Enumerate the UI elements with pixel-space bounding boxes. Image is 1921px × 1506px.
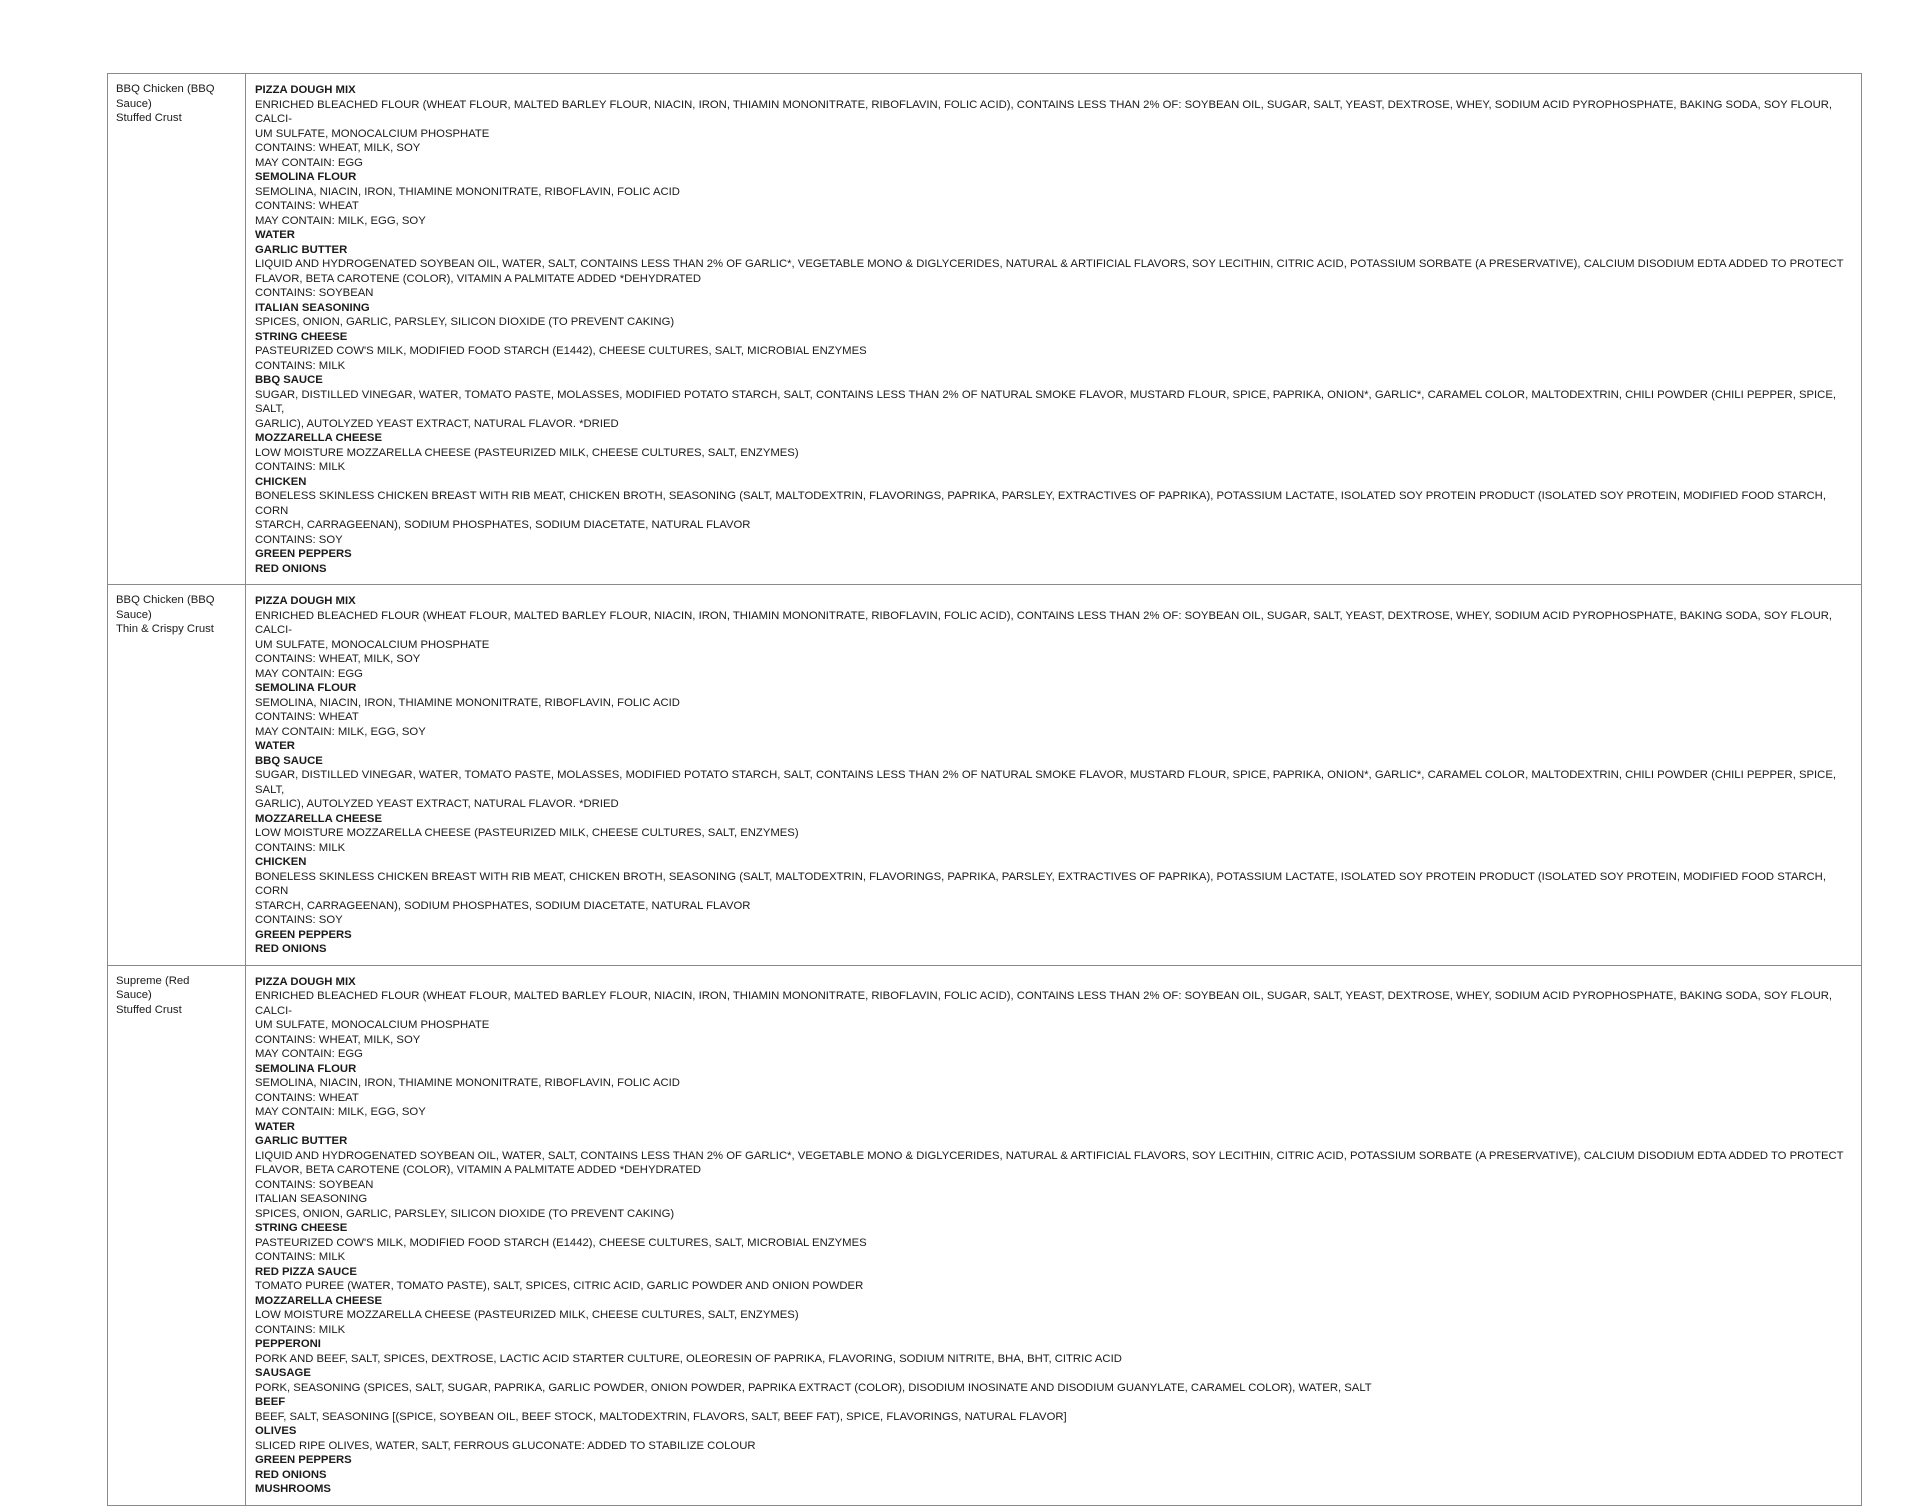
ingredient-name: RED ONIONS (255, 943, 327, 955)
table-row (108, 965, 1862, 1505)
product-name-line: Supreme (Red (116, 974, 190, 987)
ingredient-detail-line: LOW MOISTURE MOZZARELLA CHEESE (PASTEURIZED MILK, CHEESE CULTURES, SALT, ENZYMES) (255, 1309, 799, 1321)
ingredient-detail-line: CONTAINS: MILK (255, 461, 346, 473)
ingredient-detail-line: MAY CONTAIN: EGG (255, 667, 363, 680)
ingredient-name: GARLIC BUTTER (255, 1135, 348, 1147)
table-row (108, 74, 1862, 585)
ingredient-detail-line: CONTAINS: WHEAT (255, 1091, 359, 1104)
product-name-line: Stuffed Crust (116, 112, 182, 124)
ingredient-name: SEMOLINA FLOUR (255, 171, 357, 183)
ingredient-detail-line: BONELESS SKINLESS CHICKEN BREAST WITH RIB MEAT, CHICKEN BROTH, SEASONING (SALT, MALTODEXTRIN, FLAVORINGS, PAPRIKA, PARSLEY, EXTRACTIVES OF PAPRIKA), POTASSIUM LACTATE, ISOLATED SOY PROTEIN PRODUCT (ISOLATED SOY PROTEIN, MODIFIED FOOD STARCH, CORN (255, 870, 1826, 897)
ingredient-detail-line: CONTAINS: MILK (255, 359, 346, 372)
ingredient-detail-line: SLICED RIPE OLIVES, WATER, SALT, FERROUS GLUCONATE: ADDED TO STABILIZE COLOUR (255, 1439, 756, 1452)
ingredient-name: WATER (255, 740, 295, 752)
ingredient-detail-line: MAY CONTAIN: MILK, EGG, SOY (255, 214, 426, 227)
ingredient-name: PIZZA DOUGH MIX (255, 595, 356, 607)
ingredient-name: SAUSAGE (255, 1367, 311, 1379)
ingredient-name: GREEN PEPPERS (255, 1454, 352, 1466)
ingredient-detail-line: CONTAINS: WHEAT, MILK, SOY (255, 653, 421, 665)
product-name-cell (108, 74, 246, 585)
ingredient-detail-line: FLAVOR, BETA CAROTENE (COLOR), VITAMIN A PALMITATE ADDED *DEHYDRATED (255, 1164, 702, 1176)
ingredient-detail-line: LOW MOISTURE MOZZARELLA CHEESE (PASTEURIZED MILK, CHEESE CULTURES, SALT, ENZYMES) (255, 827, 799, 839)
ingredient-name: PEPPERONI (255, 1338, 321, 1350)
ingredient-detail-line: CONTAINS: MILK (255, 841, 346, 854)
ingredient-detail-line: LIQUID AND HYDROGENATED SOYBEAN OIL, WATER, SALT, CONTAINS LESS THAN 2% OF GARLIC*, VEGETABLE MONO & DIGLYCERIDES, NATURAL & ARTIFICIAL FLAVORS, SOY LECITHIN, CITRIC ACID, POTASSIUM SORBATE (A PRESERVATIVE), CALCIUM DISODIUM EDTA ADDED TO PROTECT (255, 258, 1844, 270)
ingredient-name: BBQ SAUCE (255, 754, 323, 767)
ingredient-name: STRING CHEESE (255, 1222, 348, 1234)
ingredient-name: SEMOLINA FLOUR (255, 1062, 357, 1075)
product-name-line: Sauce) (116, 989, 152, 1001)
ingredient-name: RED ONIONS (255, 562, 327, 575)
product-name-line: BBQ Chicken (BBQ (116, 594, 215, 606)
ingredient-name: GREEN PEPPERS (255, 548, 352, 560)
ingredient-detail-line: PORK, SEASONING (SPICES, SALT, SUGAR, PAPRIKA, GARLIC POWDER, ONION POWDER, PAPRIKA EXTRACT (COLOR), DISODIUM INOSINATE AND DISODIUM GUANYLATE, CARAMEL COLOR), WATER, SALT (255, 1381, 1372, 1394)
ingredient-detail-line: CONTAINS: SOYBEAN (255, 1178, 374, 1191)
ingredient-name: CHICKEN (255, 856, 307, 868)
ingredient-name: RED PIZZA SAUCE (255, 1265, 357, 1278)
ingredient-name: GREEN PEPPERS (255, 928, 352, 941)
ingredient-detail-line: STARCH, CARRAGEENAN), SODIUM PHOSPHATES, SODIUM DIACETATE, NATURAL FLAVOR (255, 899, 751, 912)
ingredient-name: BEEF (255, 1396, 286, 1408)
product-name-line: Sauce) (116, 608, 152, 621)
ingredient-detail-line: ENRICHED BLEACHED FLOUR (WHEAT FLOUR, MALTED BARLEY FLOUR, NIACIN, IRON, THIAMIN MONONITRATE, RIBOFLAVIN, FOLIC ACID), CONTAINS LESS THAN 2% OF: SOYBEAN OIL, SUGAR, SALT, YEAST, DEXTROSE, WHEY, SODIUM ACID PYROPHOSPHATE, BAKING SODA, SOY FLOUR, CALCI- (255, 990, 1833, 1017)
ingredient-detail-line: FLAVOR, BETA CAROTENE (COLOR), VITAMIN A PALMITATE ADDED *DEHYDRATED (255, 272, 702, 285)
ingredient-detail-line: BONELESS SKINLESS CHICKEN BREAST WITH RIB MEAT, CHICKEN BROTH, SEASONING (SALT, MALTODEXTRIN, FLAVORINGS, PAPRIKA, PARSLEY, EXTRACTIVES OF PAPRIKA), POTASSIUM LACTATE, ISOLATED SOY PROTEIN PRODUCT (ISOLATED SOY PROTEIN, MODIFIED FOOD STARCH, CORN (255, 490, 1826, 517)
ingredient-detail-line: SPICES, ONION, GARLIC, PARSLEY, SILICON DIOXIDE (TO PREVENT CAKING) (255, 316, 675, 328)
ingredient-name: PIZZA DOUGH MIX (255, 84, 356, 96)
ingredient-name: MOZZARELLA CHEESE (255, 1294, 382, 1307)
ingredient-detail-line: UM SULFATE, MONOCALCIUM PHOSPHATE (255, 1019, 490, 1031)
ingredient-detail-line: BEEF, SALT, SEASONING [(SPICE, SOYBEAN OIL, BEEF STOCK, MALTODEXTRIN, FLAVORS, SALT, BEEF FAT), SPICE, FLAVORINGS, NATURAL FLAVOR] (255, 1410, 1067, 1423)
ingredient-detail-line: PASTEURIZED COW'S MILK, MODIFIED FOOD STARCH (E1442), CHEESE CULTURES, SALT, MICROBIAL ENZYMES (255, 345, 867, 357)
ingredient-name: WATER (255, 229, 295, 241)
ingredient-detail-line: GARLIC), AUTOLYZED YEAST EXTRACT, NATURAL FLAVOR. *DRIED (255, 798, 619, 810)
ingredient-name: CHICKEN (255, 475, 307, 488)
ingredient-detail-line: SUGAR, DISTILLED VINEGAR, WATER, TOMATO PASTE, MOLASSES, MODIFIED POTATO STARCH, SALT, CONTAINS LESS THAN 2% OF NATURAL SMOKE FLAVOR, MUSTARD FLOUR, SPICE, PAPRIKA, ONION*, GARLIC*, CARAMEL COLOR, MALTODEXTRIN, CHILI POWDER (CHILI PEPPER, SPICE, SALT, (255, 388, 1837, 415)
ingredient-detail-line: CONTAINS: SOY (255, 914, 343, 926)
ingredient-detail-line: SEMOLINA, NIACIN, IRON, THIAMINE MONONITRATE, RIBOFLAVIN, FOLIC ACID (255, 185, 680, 198)
ingredient-name: STRING CHEESE (255, 330, 348, 343)
product-name-line: Stuffed Crust (116, 1003, 182, 1016)
ingredient-detail-line: ENRICHED BLEACHED FLOUR (WHEAT FLOUR, MALTED BARLEY FLOUR, NIACIN, IRON, THIAMIN MONONITRATE, RIBOFLAVIN, FOLIC ACID), CONTAINS LESS THAN 2% OF: SOYBEAN OIL, SUGAR, SALT, YEAST, DEXTROSE, WHEY, SODIUM ACID PYROPHOSPHATE, BAKING SODA, SOY FLOUR, CALCI- (255, 98, 1833, 125)
ingredient-name: WATER (255, 1120, 295, 1133)
ingredient-detail-line: LOW MOISTURE MOZZARELLA CHEESE (PASTEURIZED MILK, CHEESE CULTURES, SALT, ENZYMES) (255, 446, 799, 459)
ingredient-detail-line: LIQUID AND HYDROGENATED SOYBEAN OIL, WATER, SALT, CONTAINS LESS THAN 2% OF GARLIC*, VEGETABLE MONO & DIGLYCERIDES, NATURAL & ARTIFICIAL FLAVORS, SOY LECITHIN, CITRIC ACID, POTASSIUM SORBATE (A PRESERVATIVE), CALCIUM DISODIUM EDTA ADDED TO PROTECT (255, 1149, 1844, 1162)
ingredient-detail-line: MAY CONTAIN: EGG (255, 156, 363, 169)
ingredient-detail-line: CONTAINS: MILK (255, 1251, 346, 1263)
ingredient-detail-line: CONTAINS: WHEAT (255, 200, 359, 212)
ingredient-name: BBQ SAUCE (255, 374, 323, 386)
ingredients-cell (246, 74, 1862, 585)
ingredient-detail-line: SEMOLINA, NIACIN, IRON, THIAMINE MONONITRATE, RIBOFLAVIN, FOLIC ACID (255, 1077, 680, 1089)
ingredient-detail-line: MAY CONTAIN: MILK, EGG, SOY (255, 1106, 426, 1118)
ingredient-name: GARLIC BUTTER (255, 243, 348, 256)
ingredient-detail-line: PORK AND BEEF, SALT, SPICES, DEXTROSE, LACTIC ACID STARTER CULTURE, OLEORESIN OF PAPRIKA, FLAVORING, SODIUM NITRITE, BHA, BHT, CITRIC ACID (255, 1352, 1122, 1365)
ingredient-detail-line: CONTAINS: MILK (255, 1323, 346, 1336)
product-name-line: Thin & Crispy Crust (116, 623, 214, 635)
ingredient-detail-line: TOMATO PUREE (WATER, TOMATO PASTE), SALT, SPICES, CITRIC ACID, GARLIC POWDER AND ONION POWDER (255, 1280, 864, 1292)
product-name-line: Sauce) (116, 97, 152, 110)
ingredients-cell (246, 965, 1862, 1505)
ingredients-table-body (108, 74, 1862, 1506)
ingredient-name: SEMOLINA FLOUR (255, 682, 357, 694)
ingredient-detail-line: MAY CONTAIN: EGG (255, 1048, 363, 1060)
ingredient-detail-line: CONTAINS: SOY (255, 533, 343, 546)
ingredient-detail-line: CONTAINS: WHEAT (255, 711, 359, 723)
ingredient-detail-line: UM SULFATE, MONOCALCIUM PHOSPHATE (255, 127, 490, 140)
ingredient-detail-line: CONTAINS: WHEAT, MILK, SOY (255, 1033, 421, 1046)
ingredients-table (107, 73, 1862, 1506)
ingredient-name: MUSHROOMS (255, 1483, 331, 1495)
ingredient-name: MOZZARELLA CHEESE (255, 432, 382, 444)
ingredients-cell (246, 585, 1862, 966)
ingredient-name: ITALIAN SEASONING (255, 301, 370, 314)
ingredient-name: OLIVES (255, 1425, 297, 1437)
table-row (108, 585, 1862, 966)
ingredient-detail-line: CONTAINS: WHEAT, MILK, SOY (255, 142, 421, 154)
ingredient-detail-line: MAY CONTAIN: MILK, EGG, SOY (255, 725, 426, 738)
ingredient-detail-line: GARLIC), AUTOLYZED YEAST EXTRACT, NATURAL FLAVOR. *DRIED (255, 417, 619, 430)
ingredient-detail-line: PASTEURIZED COW'S MILK, MODIFIED FOOD STARCH (E1442), CHEESE CULTURES, SALT, MICROBIAL ENZYMES (255, 1236, 867, 1249)
ingredient-name: MOZZARELLA CHEESE (255, 812, 382, 825)
ingredient-detail-line: UM SULFATE, MONOCALCIUM PHOSPHATE (255, 638, 490, 651)
product-name-line: BBQ Chicken (BBQ (116, 83, 215, 95)
product-name-cell (108, 965, 246, 1505)
ingredient-detail-line: CONTAINS: SOYBEAN (255, 287, 374, 299)
ingredient-detail-line: STARCH, CARRAGEENAN), SODIUM PHOSPHATES, SODIUM DIACETATE, NATURAL FLAVOR (255, 519, 751, 531)
ingredient-detail-line: SEMOLINA, NIACIN, IRON, THIAMINE MONONITRATE, RIBOFLAVIN, FOLIC ACID (255, 696, 680, 709)
ingredient-detail-line: SUGAR, DISTILLED VINEGAR, WATER, TOMATO PASTE, MOLASSES, MODIFIED POTATO STARCH, SALT, CONTAINS LESS THAN 2% OF NATURAL SMOKE FLAVOR, MUSTARD FLOUR, SPICE, PAPRIKA, ONION*, GARLIC*, CARAMEL COLOR, MALTODEXTRIN, CHILI POWDER (CHILI PEPPER, SPICE, SALT, (255, 769, 1837, 796)
ingredient-name: RED ONIONS (255, 1468, 327, 1481)
ingredient-name: PIZZA DOUGH MIX (255, 975, 356, 988)
ingredient-name: ITALIAN SEASONING (255, 1193, 368, 1205)
ingredient-detail-line: SPICES, ONION, GARLIC, PARSLEY, SILICON DIOXIDE (TO PREVENT CAKING) (255, 1207, 675, 1220)
product-name-cell (108, 585, 246, 966)
ingredient-detail-line: ENRICHED BLEACHED FLOUR (WHEAT FLOUR, MALTED BARLEY FLOUR, NIACIN, IRON, THIAMIN MONONITRATE, RIBOFLAVIN, FOLIC ACID), CONTAINS LESS THAN 2% OF: SOYBEAN OIL, SUGAR, SALT, YEAST, DEXTROSE, WHEY, SODIUM ACID PYROPHOSPHATE, BAKING SODA, SOY FLOUR, CALCI- (255, 609, 1833, 636)
